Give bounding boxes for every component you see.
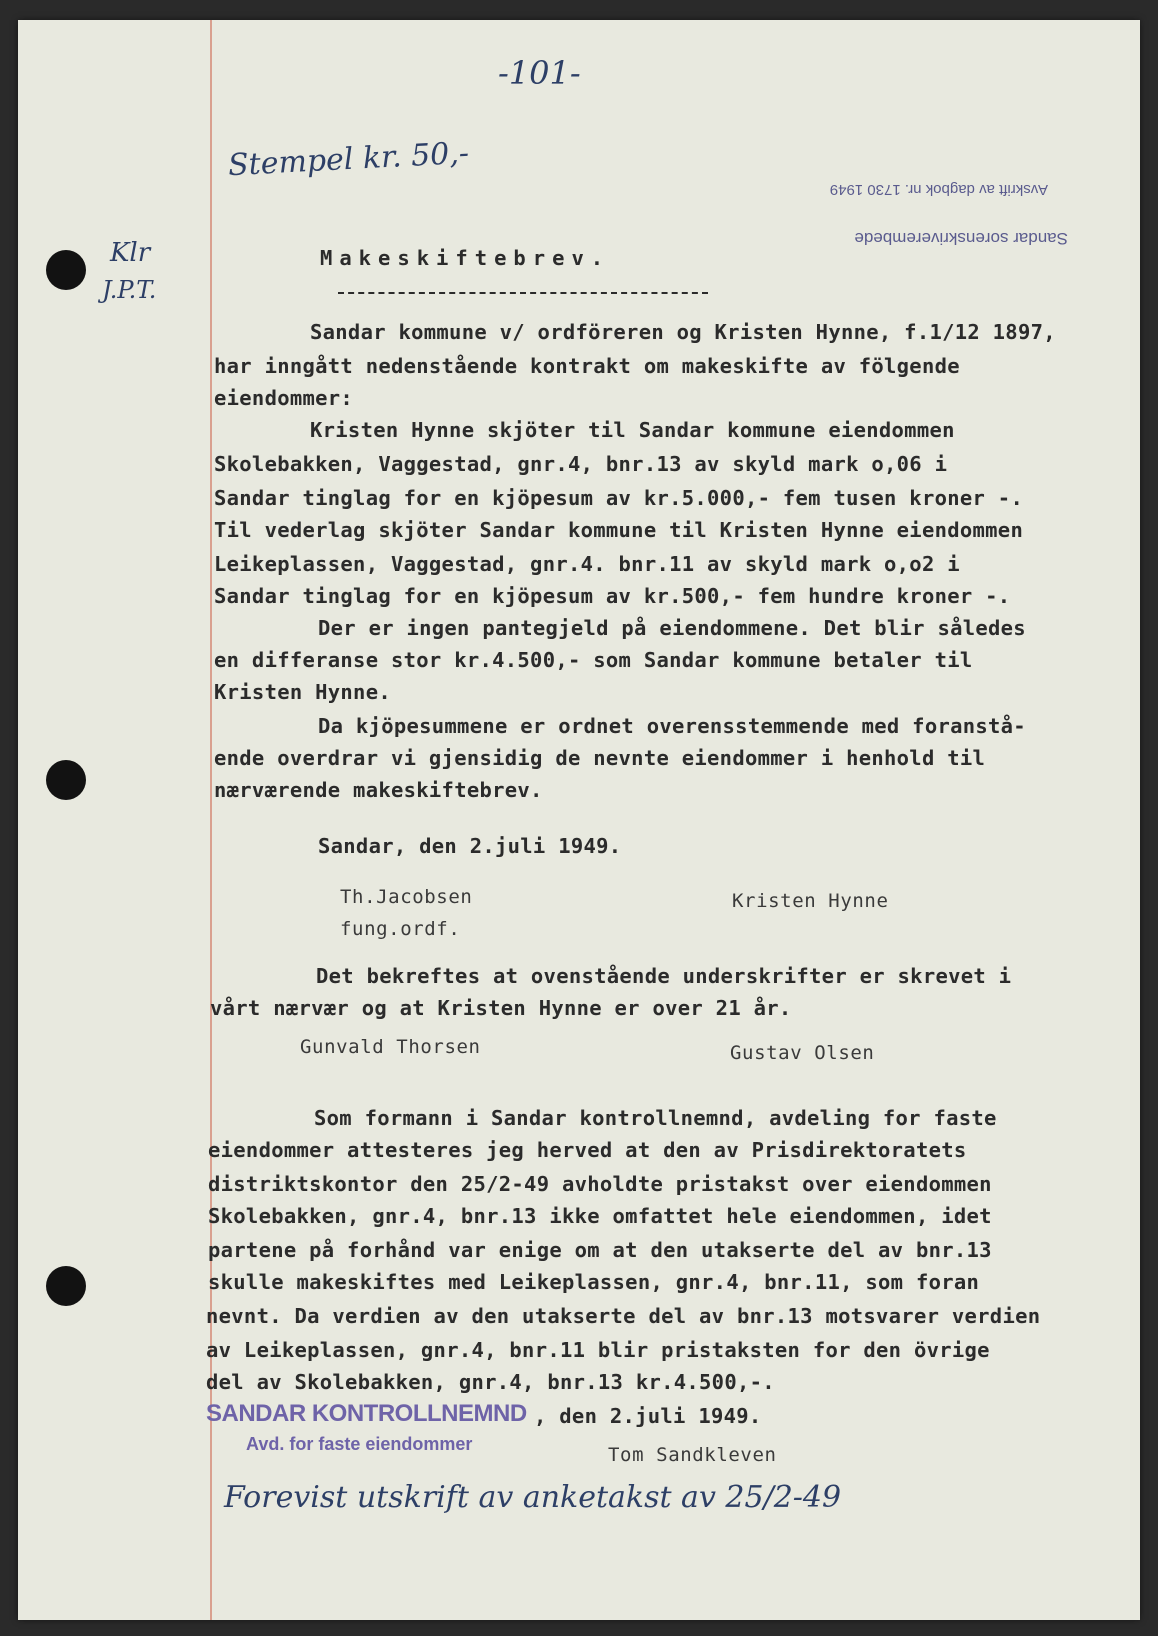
signature-title-1: fung.ordf.: [340, 918, 461, 940]
document-title: Makeskiftebrev.: [320, 246, 611, 270]
body-line: Der er ingen pantegjeld på eiendommene. Det blir således: [318, 616, 1026, 640]
body-line: Til vederlag skjöter Sandar kommune til Kristen Hynne eiendommen: [214, 518, 1024, 542]
attest-line: distriktskontor den 25/2-49 avholdte pristakst over eiendommen: [208, 1172, 992, 1196]
witness-text-line: vårt nærvær og at Kristen Hynne er over 21 år.: [210, 996, 792, 1020]
initials-line-1: Klr: [110, 238, 151, 268]
attest-line: partene på forhånd var enige om at den utakserte del av bnr.13: [208, 1238, 992, 1262]
margin-note: Stempel kr. 50,-: [227, 135, 470, 184]
page-number: -101-: [498, 54, 581, 92]
body-line: Sandar tinglag for en kjöpesum av kr.500,- fem hundre kroner -.: [214, 584, 1011, 608]
body-line: nærværende makeskiftebrev.: [214, 778, 543, 802]
attest-line: skulle makeskiftes med Leikeplassen, gnr.4, bnr.11, som foran: [208, 1270, 980, 1294]
body-line: Kristen Hynne skjöter til Sandar kommune eiendommen: [310, 418, 955, 442]
attest-line: Skolebakken, gnr.4, bnr.13 ikke omfattet hele eiendommen, idet: [208, 1204, 992, 1228]
body-line: Kristen Hynne.: [214, 680, 391, 704]
body-line: Sandar kommune v/ ordföreren og Kristen Hynne, f.1/12 1897,: [310, 320, 1056, 344]
body-line: Da kjöpesummene er ordnet overensstemmende med foranstå-: [318, 714, 1026, 738]
registry-stamp-entry: Avskrift av dagbok nr. 1730 1949: [829, 181, 1048, 198]
punch-hole: [46, 1266, 86, 1306]
attest-line: Som formann i Sandar kontrollnemnd, avdeling for faste: [314, 1106, 997, 1130]
signature-name-1: Th.Jacobsen: [340, 886, 473, 908]
body-line: ende overdrar vi gjensidig de nevnte eiendommer i henhold til: [214, 746, 986, 770]
initials-line-2: J.P.T.: [102, 276, 157, 304]
attest-line: nevnt. Da verdien av den utakserte del av bnr.13 motsvarer verdien: [206, 1304, 1041, 1328]
bottom-handwritten-note: Forevist utskrift av anketakst av 25/2-49: [224, 1480, 842, 1515]
attest-line: eiendommer attesteres jeg herved at den av Prisdirektoratets: [208, 1138, 967, 1162]
witness-text-line: Det bekreftes at ovenstående underskrifter er skrevet i: [316, 964, 1012, 988]
body-line: Sandar tinglag for en kjöpesum av kr.5.000,- fem tusen kroner -.: [214, 486, 1024, 510]
punch-hole: [46, 760, 86, 800]
final-date: , den 2.juli 1949.: [534, 1404, 762, 1428]
body-line: en differanse stor kr.4.500,- som Sandar kommune betaler til: [214, 648, 973, 672]
punch-hole: [46, 250, 86, 290]
registry-stamp: [778, 158, 1068, 248]
body-line: eiendommer:: [214, 386, 354, 410]
signature-name-2: Kristen Hynne: [732, 890, 889, 912]
body-line: har inngått nedenstående kontrakt om makeskifte av fölgende: [214, 354, 960, 378]
attest-line: del av Skolebakken, gnr.4, bnr.13 kr.4.500,-.: [206, 1370, 775, 1394]
witness-signature-1: Gunvald Thorsen: [300, 1036, 481, 1058]
place-date: Sandar, den 2.juli 1949.: [318, 834, 622, 858]
document-page: [18, 20, 1140, 1620]
committee-stamp-name: SANDAR KONTROLLNEMND: [206, 1400, 527, 1427]
registry-stamp-office: Sandar sorenskriverembede: [854, 229, 1068, 248]
body-line: Skolebakken, Vaggestad, gnr.4, bnr.13 av skyld mark o,06 i: [214, 452, 948, 476]
witness-signature-2: Gustav Olsen: [730, 1042, 875, 1064]
final-signer: Tom Sandkleven: [608, 1444, 777, 1466]
committee-stamp-dept: Avd. for faste eiendommer: [246, 1434, 473, 1454]
attest-line: av Leikeplassen, gnr.4, bnr.11 blir pristaksten for den övrige: [206, 1338, 990, 1362]
title-underline: [338, 292, 708, 294]
body-line: Leikeplassen, Vaggestad, gnr.4. bnr.11 av skyld mark o,o2 i: [214, 552, 960, 576]
